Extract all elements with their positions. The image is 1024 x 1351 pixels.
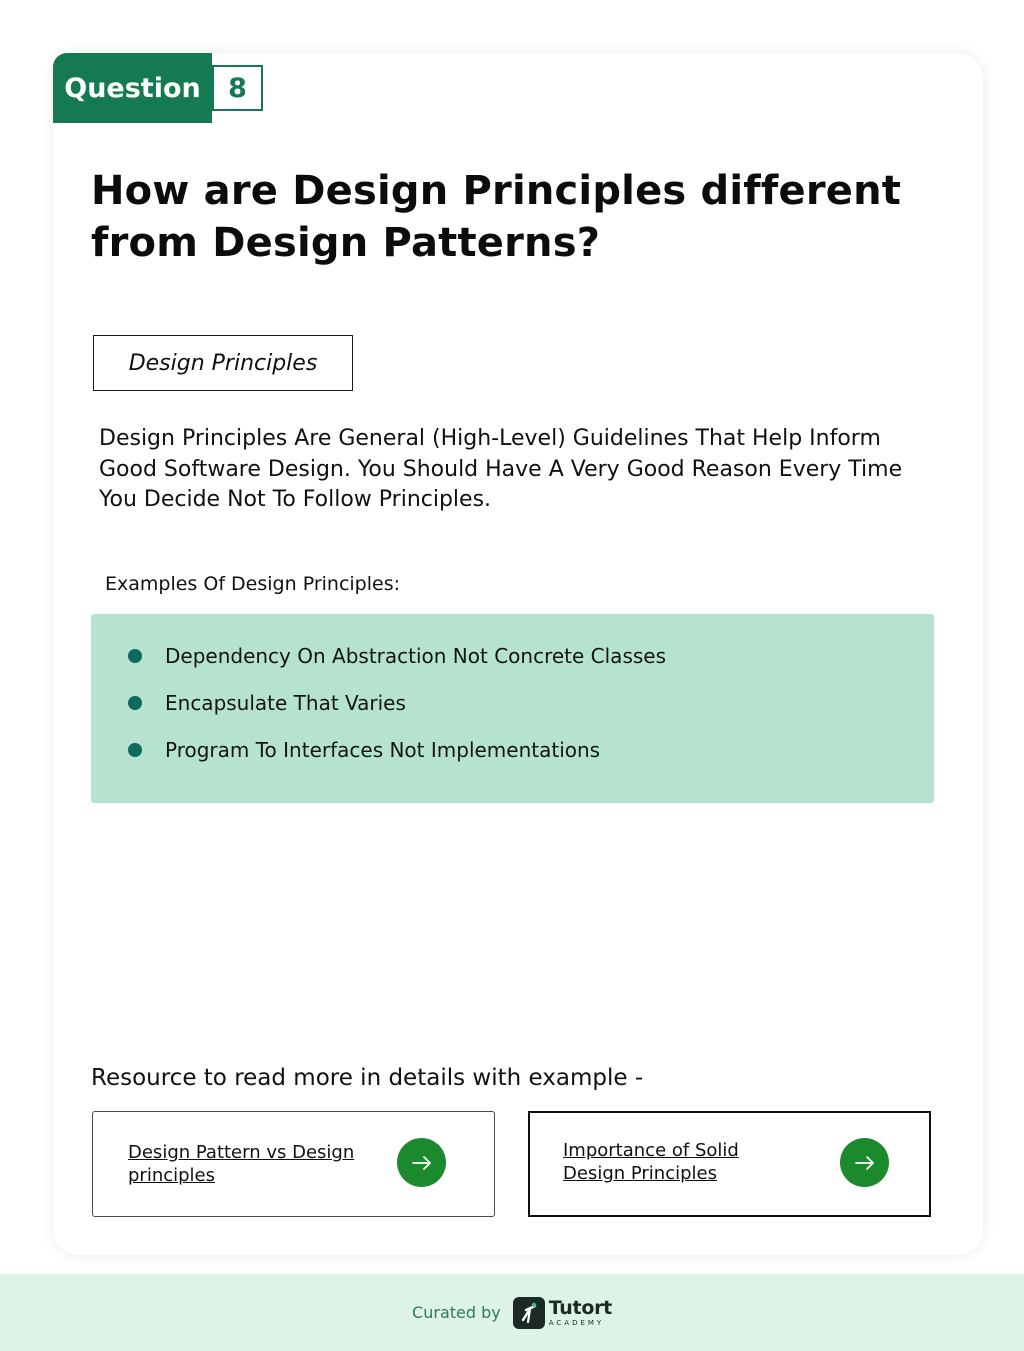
section-label-box <box>93 335 353 391</box>
list-item-text: Program To Interfaces Not Implementations <box>165 738 601 762</box>
bullet-icon <box>128 743 142 757</box>
list-item <box>91 641 891 671</box>
list-item <box>91 688 891 718</box>
resource-link-label[interactable]: Importance of Solid Design Principles <box>563 1140 739 1184</box>
list-item <box>91 735 891 765</box>
page-title: How are Design Principles different from Design Patterns? <box>91 168 902 266</box>
tutort-logo <box>548 1296 612 1327</box>
bullet-icon <box>128 649 142 663</box>
resource-link-solid-principles[interactable] <box>528 1111 931 1217</box>
section-description: Design Principles Are General (High-Level) Guidelines That Help Inform Good Software Design. You Should Have A Very Good Reason Every Time You Decide Not To Follow Principles. <box>99 426 903 512</box>
arrow-right-icon[interactable] <box>397 1138 446 1187</box>
resources-heading: Resource to read more in details with example - <box>91 1065 644 1091</box>
brand-name: Tutort <box>548 1296 612 1319</box>
brand-subtitle: ACADEMY <box>548 1318 605 1327</box>
curated-by-text: Curated by <box>412 1303 501 1322</box>
arrow-right-icon[interactable] <box>840 1138 889 1187</box>
bullet-icon <box>128 696 142 710</box>
list-item-text: Dependency On Abstraction Not Concrete Classes <box>165 644 667 668</box>
footer <box>0 1274 1024 1351</box>
question-number: 8 <box>228 72 247 104</box>
question-tag <box>53 53 212 123</box>
resource-link-design-pattern-vs-principles[interactable] <box>92 1111 495 1217</box>
examples-heading: Examples Of Design Principles: <box>105 573 401 595</box>
section-label: Design Principles <box>128 350 318 376</box>
resource-link-label[interactable]: Design Pattern vs Design principles <box>128 1142 355 1186</box>
question-number-badge <box>212 65 263 111</box>
examples-list <box>91 614 934 803</box>
list-item-text: Encapsulate That Varies <box>165 691 406 715</box>
question-tag-label: Question <box>64 72 201 104</box>
tutort-logo-icon <box>513 1297 545 1329</box>
